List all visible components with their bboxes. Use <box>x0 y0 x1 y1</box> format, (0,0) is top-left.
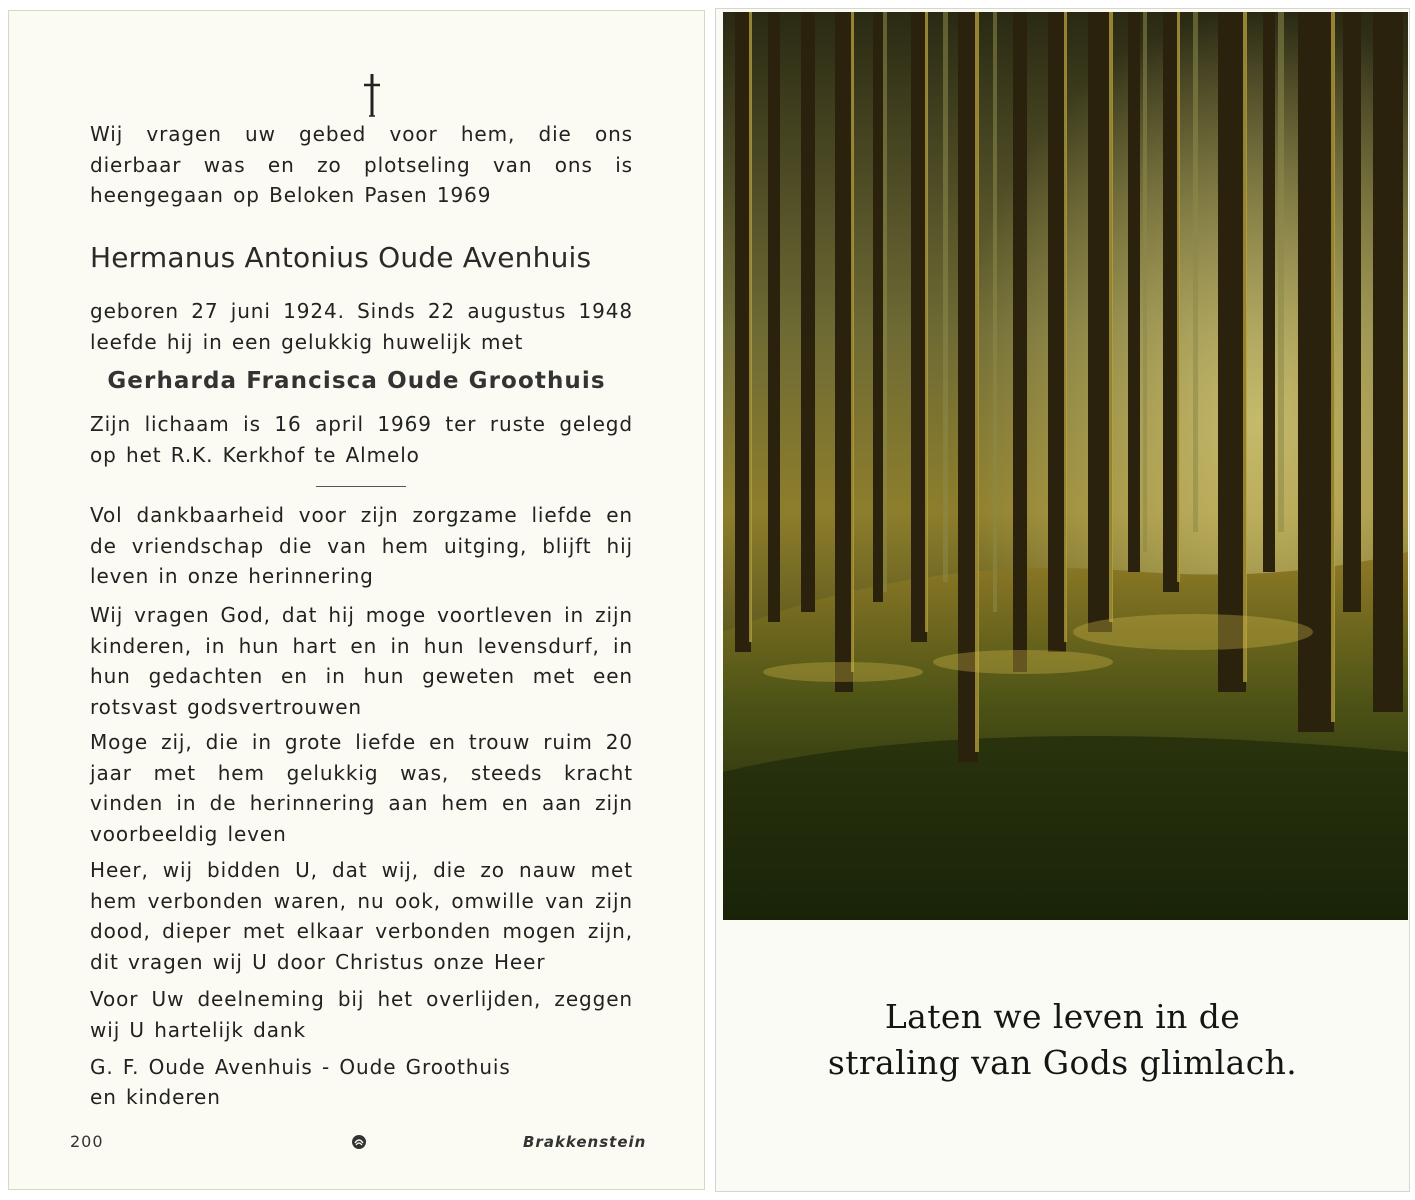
forest-photo <box>723 12 1408 920</box>
gratitude-paragraph: Vol dankbaarheid voor zijn zorgzame liefde en de vriendschap die van hem uitging, blijft hij leven in onze herinnering <box>90 503 633 588</box>
intro-text: Wij vragen uw gebed voor hem, die ons dierbaar was en zo plotseling van ons is heengegaan op Beloken Pasen 1969 <box>90 122 633 207</box>
birth-marriage-text: geboren 27 juni 1924. Sinds 22 augustus 1948 leefde hij in een gelukkig huwelijk met <box>90 299 633 354</box>
wife-paragraph: Moge zij, die in grote liefde en trouw ruim 20 jaar met hem gelukkig was, steeds kracht vinden in de herinnering aan hem en aan zijn voorbeeldig leven <box>90 730 633 846</box>
cross-icon <box>360 72 384 118</box>
prayer-paragraph: Heer, wij bidden U, dat wij, die zo nauw met hem verbonden waren, nu ook, omwille van zijn dood, dieper met elkaar verbonden mogen zijn, dit vragen wij U door Christus onze Heer <box>90 858 633 974</box>
card-number: 200 <box>70 1132 104 1151</box>
quote-line-1: Laten we leven in de <box>884 997 1241 1036</box>
divider <box>316 486 406 487</box>
signature-line-2: en kinderen <box>90 1085 221 1109</box>
deceased-name: Hermanus Antonius Oude Avenhuis <box>90 241 592 274</box>
quote <box>715 994 1410 1086</box>
spouse-name: Gerharda Francisca Oude Groothuis <box>107 368 606 394</box>
memorial-card-image-side <box>715 8 1410 1192</box>
thanks-paragraph: Voor Uw deelneming bij het overlijden, zeggen wij U hartelijk dank <box>90 987 633 1042</box>
publisher-logo-icon <box>351 1134 367 1150</box>
quote-line-2: straling van Gods glimlach. <box>827 1043 1298 1082</box>
burial-text: Zijn lichaam is 16 april 1969 ter ruste gelegd op het R.K. Kerkhof te Almelo <box>90 412 633 467</box>
publisher-name: Brakkenstein <box>523 1133 647 1151</box>
signature-line-1: G. F. Oude Avenhuis - Oude Groothuis <box>90 1055 511 1079</box>
memorial-card-text-side <box>8 10 705 1190</box>
children-paragraph: Wij vragen God, dat hij moge voortleven in zijn kinderen, in hun hart en in hun levensdurf, in hun gedachten en in hun geweten met een rotsvast godsvertrouwen <box>90 603 633 719</box>
